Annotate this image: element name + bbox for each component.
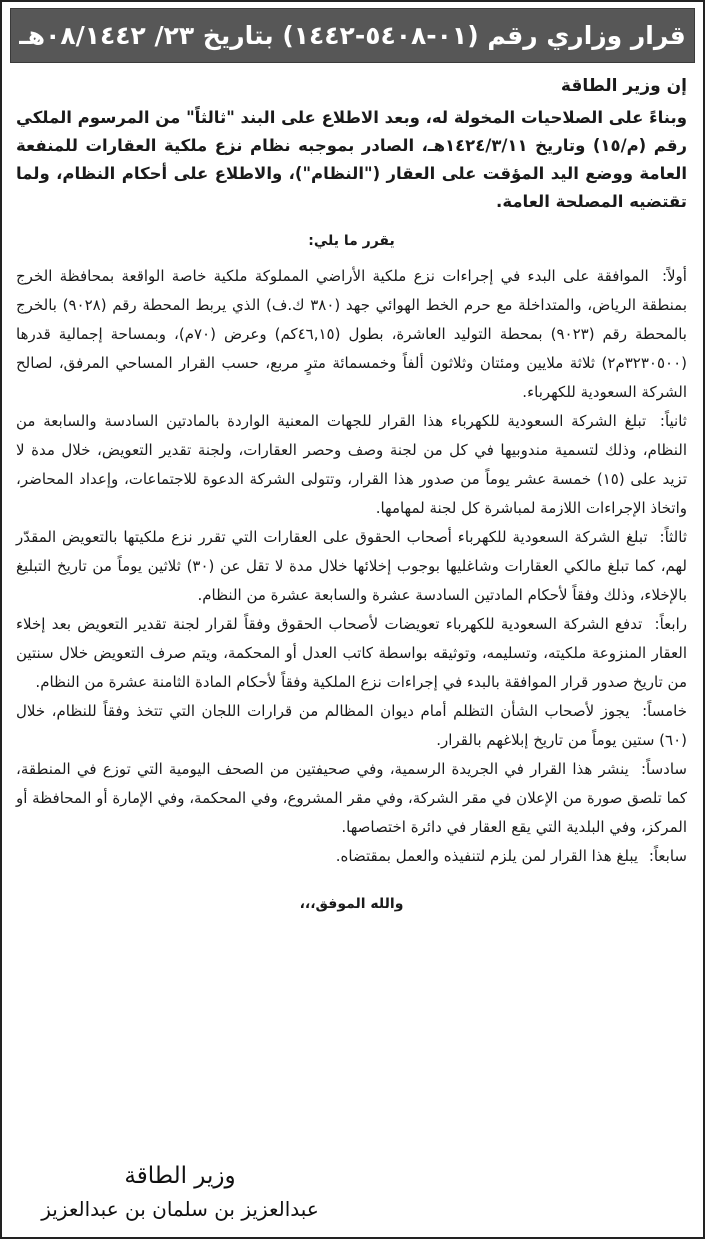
article-text: تبلغ الشركة السعودية للكهرباء أصحاب الحقوق على العقارات التي تقرر نزع ملكيتها بالتعويض المقدّر لهم، كما تبلغ مالكي العقارات وشاغليها بوجوب إخلائها خلال مدة لا تقل عن (٣٠) ثلاثين يوماً من تاريخ التبليغ بالإخلاء، وذلك وفقاً لأحكام المادتين السادسة عشرة والسابعة عشرة من النظام.	[16, 528, 688, 604]
article-ordinal: سادساً:	[640, 760, 687, 778]
article-text: تبلغ الشركة السعودية للكهرباء هذا القرار للجهات المعنية الواردة بالمادتين السادسة والسابعة من النظام، وذلك لتسمية مندوبيها في كل من لجنة وصف وحصر العقارات، ولجنة تقدير التعويض، خلال مدة لا تزيد على (١٥) خمسة عشر يوماً من صدور هذا القرار، وتتولى الشركة الدعوة للاجتماعات، وإعداد المحاضر، واتخاذ الإجراءات اللازمة لمباشرة كل لجنة لمهامها.	[16, 412, 687, 517]
article-text: يبلغ هذا القرار لمن يلزم لتنفيذه والعمل بمقتضاه.	[335, 847, 639, 865]
article-2	[16, 407, 687, 523]
signature-block	[20, 1159, 340, 1225]
article-1	[16, 262, 687, 407]
article-7	[16, 842, 687, 871]
signatory-name: عبدالعزيز بن سلمان بن عبدالعزيز	[41, 1197, 319, 1221]
article-ordinal: رابعاً:	[654, 615, 687, 633]
opening-line: إن وزير الطاقة	[560, 76, 687, 96]
decides-heading: يقرر ما يلي:	[308, 233, 395, 249]
article-ordinal: سابعاً:	[648, 847, 687, 865]
article-text: ينشر هذا القرار في الجريدة الرسمية، وفي صحيفتين من الصحف اليومية التي توزع في المنطقة، كما تلصق صورة من الإعلان في مقر الشركة، وفي مقر المشروع، وفي المحكمة، وفي الإمارة أو المحافظة أو المركز، وفي البلدية التي يقع العقار في دائرة اختصاصها.	[16, 760, 687, 836]
article-text: تدفع الشركة السعودية للكهرباء تعويضات لأصحاب الحقوق وفقاً لقرار لجنة تقدير التعويض بعد إخلاء العقار المنزوعة ملكيته، وتسليمه، وتوثيقه بواسطة كاتب العدل أو المحكمة، ويتم صرف التعويض خلال سنتين من تاريخ صدور قرار الموافقة بالبدء في إجراءات نزع الملكية وفقاً لأحكام المادة الثامنة عشرة من النظام.	[16, 615, 687, 691]
closing-line: والله الموفق،،،	[299, 896, 404, 912]
decree-body	[16, 70, 687, 915]
article-ordinal: خامساً:	[642, 702, 687, 720]
articles-list	[16, 262, 687, 871]
preamble-paragraph: وبناءً على الصلاحيات المخولة له، وبعد الاطلاع على البند "ثالثاً" من المرسوم الملكي رقم (م/١٥) وتاريخ ١٤٢٤/٣/١١هـ، الصادر بموجبه نظام نزع ملكية العقارات للمنفعة العامة ووضع اليد المؤقت على العقار ("النظام")، والاطلاع على أحكام النظام، ولما تقتضيه المصلحة العامة.	[16, 108, 687, 211]
article-5	[16, 697, 687, 755]
article-ordinal: أولاً:	[661, 267, 687, 285]
article-text: الموافقة على البدء في إجراءات نزع ملكية الأراضي المملوكة ملكية خاصة الواقعة بمحافظة الخرج بمنطقة الرياض، والمتداخلة مع حرم الخط الهوائي جهد (٣٨٠ ك.ف) الذي يربط المحطة رقم (٩٠٢٨) بالخرج بالمحطة رقم (٩٠٢٣) بمحطة التوليد العاشرة، بطول (٤٦,١٥كم) وعرض (٧٠م)، وبمساحة إجمالية قدرها (٣٢٣٠٥٠٠م٢) ثلاثة ملايين ومئتان وثلاثون ألفاً وخمسمائة مترٍ مربع، حسب القرار المساحي المرفق، لصالح الشركة السعودية للكهرباء.	[16, 267, 688, 401]
article-6	[16, 755, 687, 842]
article-3	[16, 523, 687, 610]
signatory-title: وزير الطاقة	[124, 1163, 236, 1189]
decree-header	[10, 8, 695, 63]
decree-title: قرار وزاري رقم (٠١-٥٤٠٨-١٤٤٢) بتاريخ ٢٣/ ٠٨/١٤٤٢هـ	[19, 21, 686, 50]
article-text: يجوز لأصحاب الشأن التظلم أمام ديوان المظالم من قرارات اللجان التي تتخذ وفقاً للنظام، خلال (٦٠) ستين يوماً من تاريخ إبلاغهم بالقرار.	[16, 702, 687, 749]
article-ordinal: ثالثاً:	[659, 528, 687, 546]
article-ordinal: ثانياً:	[659, 412, 687, 430]
article-4	[16, 610, 687, 697]
